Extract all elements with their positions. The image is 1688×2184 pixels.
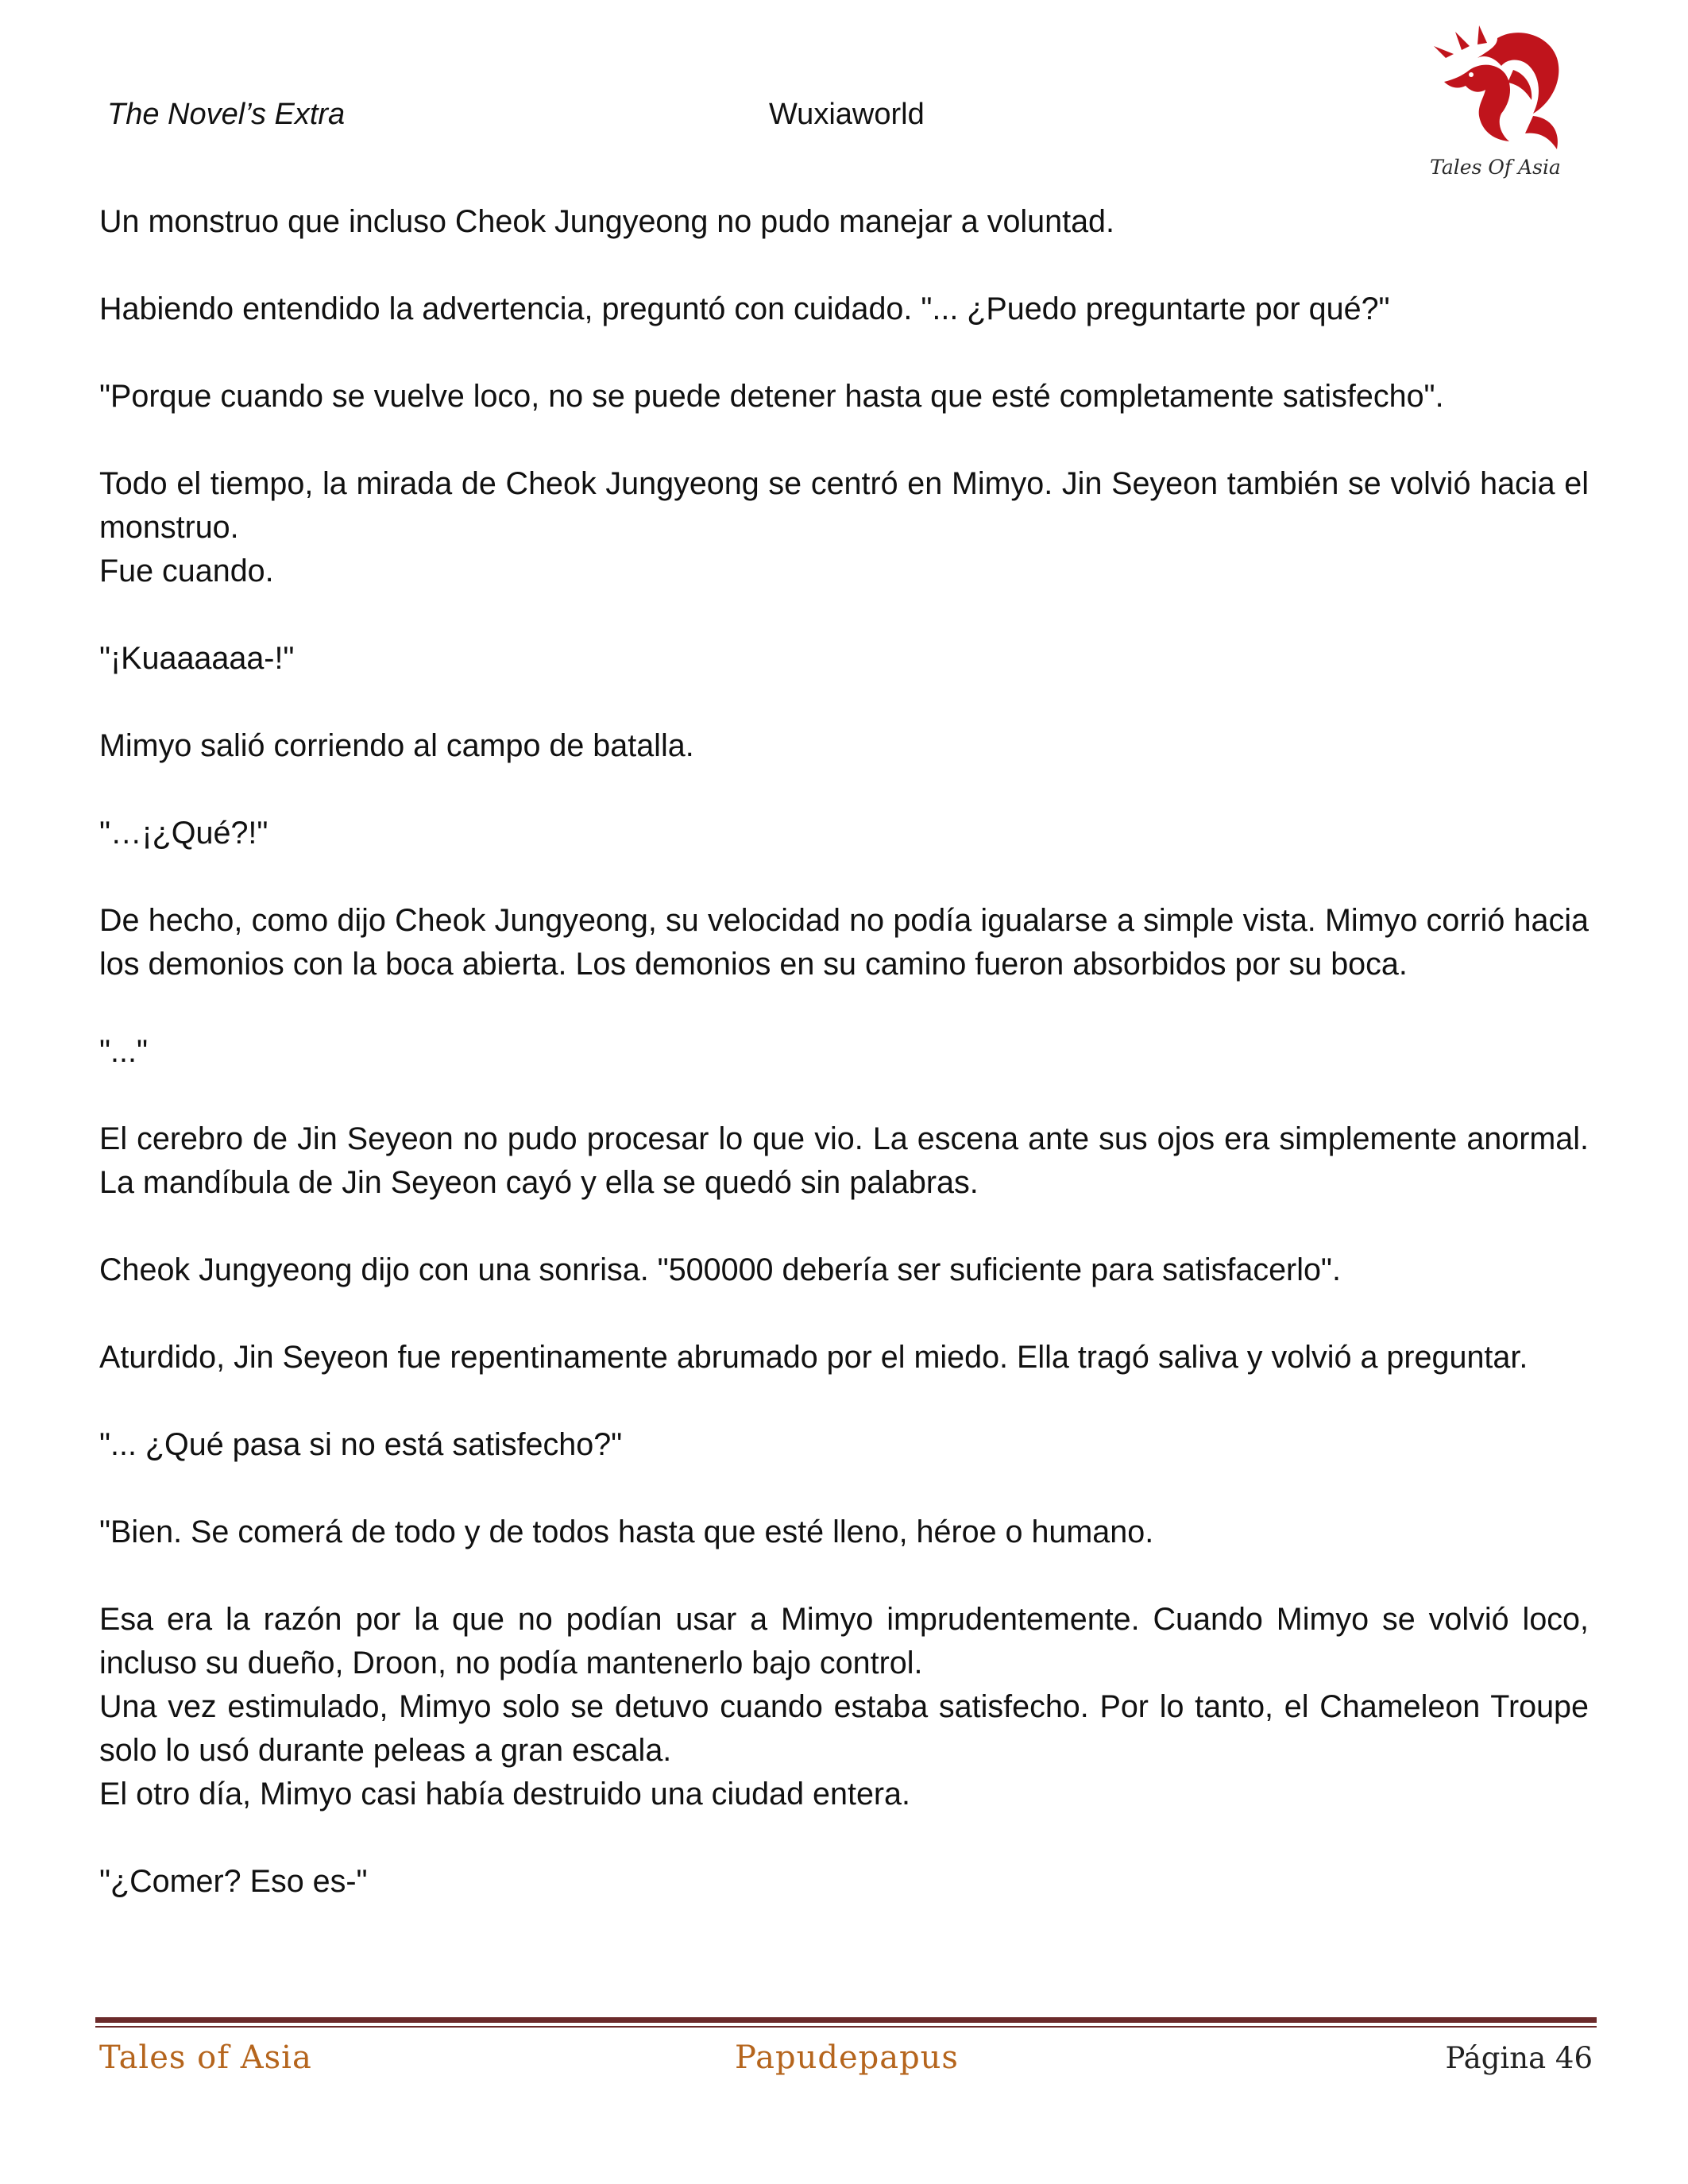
paragraph [99, 1598, 1589, 1816]
paragraph-line: Mimyo salió corriendo al campo de batalla. [99, 728, 694, 763]
footer-rule [95, 2017, 1597, 2023]
paragraph-line: Fue cuando. [99, 554, 274, 588]
paragraph [99, 724, 1589, 768]
paragraph [99, 812, 1589, 855]
paragraph-line: El otro día, Mimyo casi había destruido una ciudad entera. [99, 1777, 911, 1812]
paragraph [99, 899, 1589, 986]
paragraph-line: De hecho, como dijo Cheok Jungyeong, su velocidad no podía igualarse a simple vista. Mimyo corrió hacia los demonios con la boca abierta. Los demonios en su camino fueron absorbidos por su boca. [99, 903, 1589, 982]
paragraph-line: Esa era la razón por la que no podían usar a Mimyo imprudentemente. Cuando Mimyo se volvió loco, incluso su dueño, Droon, no podía mantenerlo bajo control. [99, 1602, 1589, 1680]
tales-of-asia-logo [1422, 22, 1569, 189]
paragraph [99, 637, 1589, 681]
paragraph [99, 1423, 1589, 1467]
paragraph-line: Todo el tiempo, la mirada de Cheok Jungyeong se centró en Mimyo. Jin Seyeon también se volvió hacia el monstruo. [99, 466, 1589, 545]
paragraph-line: Un monstruo que incluso Cheok Jungyeong no pudo manejar a voluntad. [99, 204, 1115, 239]
paragraph-line: "¿Comer? Eso es-" [99, 1864, 368, 1899]
paragraph-line: El cerebro de Jin Seyeon no pudo procesar lo que vio. La escena ante sus ojos era simplemente anormal. La mandíbula de Jin Seyeon cayó y ella se quedó sin palabras. [99, 1121, 1589, 1200]
book-title: The Novel’s Extra [107, 98, 346, 131]
paragraph-line: "..." [99, 1034, 148, 1069]
paragraph-line: Cheok Jungyeong dijo con una sonrisa. "500000 debería ser suficiente para satisfacerlo". [99, 1252, 1341, 1287]
paragraph [99, 1248, 1589, 1292]
paragraph [99, 462, 1589, 593]
paragraph [99, 287, 1589, 331]
paragraph-line: "... ¿Qué pasa si no está satisfecho?" [99, 1427, 623, 1462]
paragraph [99, 1117, 1589, 1205]
paragraph-line: "Porque cuando se vuelve loco, no se puede detener hasta que esté completamente satisfecho". [99, 379, 1444, 414]
paragraph [99, 1030, 1589, 1074]
paragraph-line: "…¡¿Qué?!" [99, 816, 268, 851]
paragraph-line: Habiendo entendido la advertencia, preguntó con cuidado. "... ¿Puedo preguntarte por qué?" [99, 291, 1390, 326]
paragraph [99, 1860, 1589, 1904]
site-name: Wuxiaworld [769, 98, 925, 131]
page-header [0, 0, 1688, 199]
paragraph-line: Una vez estimulado, Mimyo solo se detuvo cuando estaba satisfecho. Por lo tanto, el Chameleon Troupe solo lo usó durante peleas a gran escala. [99, 1689, 1589, 1768]
paragraph-line: "¡Kuaaaaaa-!" [99, 641, 295, 676]
paragraph [99, 375, 1589, 419]
paragraph-line: "Bien. Se comerá de todo y de todos hasta que esté lleno, héroe o humano. [99, 1515, 1154, 1549]
document-body [99, 200, 1589, 1947]
footer-publisher: Tales of Asia [99, 2039, 312, 2076]
footer-translator: Papudepapus [735, 2039, 959, 2076]
paragraph-line: Aturdido, Jin Seyeon fue repentinamente abrumado por el miedo. Ella tragó saliva y volvió a preguntar. [99, 1340, 1528, 1375]
dragon-icon [1422, 22, 1569, 157]
page-number: Página 46 [1445, 2041, 1593, 2075]
logo-text: Tales Of Asia [1430, 156, 1561, 179]
paragraph [99, 1336, 1589, 1379]
footer-rule-thin [95, 2026, 1597, 2028]
paragraph [99, 200, 1589, 244]
paragraph [99, 1511, 1589, 1554]
